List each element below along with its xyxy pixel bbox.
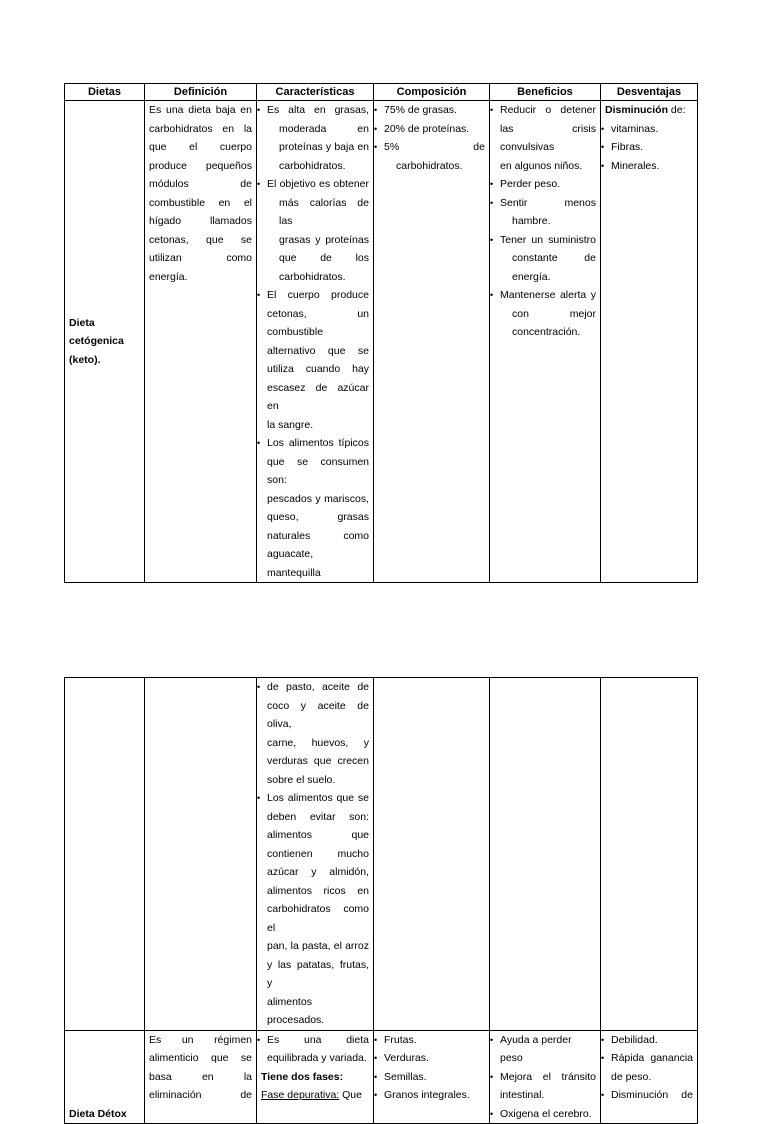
text-line: combustible: [267, 326, 324, 338]
diet-name-line: (keto).: [69, 353, 101, 366]
list-item: [378, 120, 485, 139]
text-line: aguacate, mantequilla: [267, 548, 321, 579]
text-line: más calorías de las: [279, 196, 369, 227]
list-item: [378, 1086, 485, 1105]
caracteristicas-keto: [257, 101, 374, 583]
header-composicion: Composición: [374, 84, 490, 101]
text-line: combustible en el: [149, 196, 252, 209]
beneficios-keto: [490, 101, 601, 583]
header-beneficios: Beneficios: [490, 84, 601, 101]
diet-table-page-1: [64, 83, 698, 583]
text-line: • El objetivo es obtener: [267, 178, 369, 190]
text-line: eliminación de: [149, 1089, 252, 1101]
list-item: [378, 101, 485, 120]
text-line: cetonas, que se: [149, 233, 252, 246]
text-line: • Es alta en grasas,: [267, 104, 369, 116]
list-item: [605, 1049, 693, 1086]
fase-label: Fase depurativa:: [261, 1089, 340, 1101]
diet-name-keto: [65, 101, 145, 583]
header-desventajas: Desventajas: [601, 84, 698, 101]
text-line: moderada en: [279, 122, 369, 135]
text-line: carbohidratos en la: [149, 122, 252, 135]
list-item: [494, 1031, 596, 1068]
list-item: [261, 175, 369, 286]
text-line: • Debilidad.: [611, 1033, 658, 1046]
text-line: utilizan como: [149, 252, 252, 264]
text-line: • Semillas.: [384, 1070, 427, 1083]
text-line: pescados y mariscos,: [267, 492, 369, 505]
text-line: la sangre.: [267, 418, 314, 431]
text-line: • Rápida ganancia: [611, 1052, 693, 1064]
empty-cell: [374, 678, 490, 1031]
empty-cell: [601, 678, 698, 1031]
text-line: • Reducir o detener: [500, 104, 596, 116]
text-line: • El cuerpo produce: [267, 289, 369, 301]
text-line: contienen mucho: [267, 847, 369, 860]
diet-name-line: cetógenica: [69, 335, 124, 348]
text-line: carbohidratos.: [279, 159, 346, 172]
text-line: equilibrada y variada.: [267, 1052, 367, 1064]
header-dietas: Dietas: [65, 84, 145, 101]
text-line: con mejor: [512, 307, 596, 320]
text-line: proteínas y baja en: [279, 141, 369, 153]
text-line: que el cuerpo: [149, 141, 252, 153]
text-line: que de los: [279, 252, 369, 264]
text-line: alimenticio que se: [149, 1052, 252, 1064]
text-line: alternativo que se: [267, 344, 369, 357]
text-line: • Ayuda a perder peso: [500, 1033, 572, 1064]
text-line: y las patatas, frutas, y: [267, 958, 369, 989]
list-item: [605, 120, 693, 139]
text-line: produce pequeños: [149, 159, 252, 172]
text-line: naturales como: [267, 529, 369, 542]
beneficios-detox: [490, 1030, 601, 1124]
text-line: • Minerales.: [611, 159, 660, 172]
composicion-detox: [374, 1030, 490, 1124]
text-line: grasas y proteínas: [279, 233, 369, 246]
list-item: [494, 1068, 596, 1105]
text-line: Es un régimen: [149, 1033, 252, 1046]
text-line: • Granos integrales.: [384, 1089, 470, 1101]
text-line: • Mejora el tránsito: [500, 1070, 596, 1083]
text-line: módulos de: [149, 178, 252, 190]
text-line: que se consumen son:: [267, 455, 369, 486]
text-line: • Disminución de: [611, 1089, 693, 1101]
desventajas-detox: [601, 1030, 698, 1124]
text-line: • Los alimentos típicos: [267, 437, 369, 449]
list-item-continued: [261, 678, 369, 789]
text-line: • 75% de grasas.: [384, 104, 457, 116]
text-line: sobre el suelo.: [267, 773, 336, 786]
text-line: • vitaminas.: [611, 122, 659, 135]
fase-rest: Que: [339, 1089, 362, 1101]
text-line: • Perder peso.: [500, 178, 561, 190]
diet-name-line: Dieta: [69, 316, 95, 329]
list-item: [605, 157, 693, 176]
list-item: [378, 1049, 485, 1068]
text-line: • Frutas.: [384, 1033, 417, 1046]
text-line: concentración.: [512, 326, 581, 338]
list-item: [261, 1031, 369, 1068]
empty-cell: [145, 678, 257, 1031]
text-line: • Es una dieta: [267, 1033, 369, 1046]
text-line: • Oxigena el cerebro.: [500, 1107, 592, 1120]
list-item: [494, 286, 596, 342]
table-row-keto-continued: [65, 678, 698, 1031]
table-header-row: [65, 84, 698, 101]
text-line: carbohidratos como el: [267, 903, 369, 934]
text-line: carbohidratos.: [396, 159, 463, 172]
text-line: • Mantenerse alerta y: [500, 289, 596, 301]
text-line: constante de: [512, 252, 596, 264]
text-line: azúcar y almidón,: [267, 866, 369, 878]
text-line: escasez de azúcar en: [267, 381, 369, 412]
list-item: [378, 1031, 485, 1050]
definicion-keto: [145, 101, 257, 583]
header-caracteristicas: Características: [257, 84, 374, 101]
text-line: las crisis convulsivas: [500, 122, 596, 153]
definicion-detox: [145, 1030, 257, 1124]
list-item: [261, 286, 369, 434]
empty-cell: [490, 678, 601, 1031]
text-line: utiliza cuando hay: [267, 363, 369, 375]
diet-name-detox: Dieta Détox: [65, 1030, 145, 1124]
text-line: • Fibras.: [611, 141, 644, 153]
fase-line: [261, 1086, 369, 1105]
text-line: queso, grasas: [267, 511, 369, 523]
text-line: alimentos procesados.: [267, 995, 325, 1026]
list-item: [605, 138, 693, 157]
desventajas-title: Disminución: [605, 104, 669, 116]
text-line: • 20% de proteínas.: [384, 122, 470, 135]
list-item: [261, 789, 369, 1030]
text-line: alimentos ricos en: [267, 884, 369, 897]
list-item: [605, 1086, 693, 1105]
text-line: • de pasto, aceite de: [267, 681, 369, 693]
text-line: basa en la: [149, 1070, 252, 1083]
list-item: [494, 175, 596, 194]
text-line: hambre.: [512, 215, 551, 227]
text-line: • Tener un suministro: [500, 233, 596, 246]
text-line: energía.: [149, 270, 188, 283]
text-line: pan, la pasta, el arroz: [267, 940, 369, 952]
list-item: [378, 1068, 485, 1087]
list-item: [378, 138, 485, 175]
table-row-keto: [65, 101, 698, 583]
composicion-keto: [374, 101, 490, 583]
list-item: [494, 231, 596, 287]
list-item: [494, 101, 596, 175]
diet-table-page-2: [64, 677, 698, 1124]
text-line: • Verduras.: [384, 1052, 429, 1064]
text-line: de peso.: [611, 1070, 652, 1083]
text-line: coco y aceite de oliva,: [267, 699, 369, 730]
list-item: [494, 1105, 596, 1124]
list-item: [605, 1031, 693, 1050]
text-line: • Sentir menos: [500, 196, 596, 209]
text-line: energía.: [512, 270, 551, 283]
text-line: hígado llamados: [149, 215, 252, 227]
desventajas-heading: [605, 101, 693, 120]
text-line: en algunos niños.: [500, 159, 583, 172]
text-line: verduras que crecen: [267, 755, 369, 767]
empty-cell: [65, 678, 145, 1031]
text-line: intestinal.: [500, 1089, 545, 1101]
text-line: carne, huevos, y: [267, 736, 369, 749]
text-line: carbohidratos.: [279, 270, 346, 283]
caracteristicas-detox: [257, 1030, 374, 1124]
text-line: • 5% de: [384, 141, 485, 153]
desventajas-keto: [601, 101, 698, 583]
fases-title: Tiene dos fases:: [261, 1070, 344, 1083]
list-item: [494, 194, 596, 231]
text-line: Es una dieta baja en: [149, 104, 252, 116]
text-line: alimentos que: [267, 829, 369, 841]
list-item: [261, 101, 369, 175]
table-row-detox: [65, 1030, 698, 1124]
list-item: [261, 434, 369, 582]
header-definicion: Definición: [145, 84, 257, 101]
text-line: • Los alimentos que se: [267, 792, 369, 804]
desventajas-suffix: de:: [668, 104, 686, 116]
text-line: deben evitar son:: [267, 810, 369, 823]
text-line: cetonas, un: [267, 307, 369, 320]
caracteristicas-keto-continued: [257, 678, 374, 1031]
